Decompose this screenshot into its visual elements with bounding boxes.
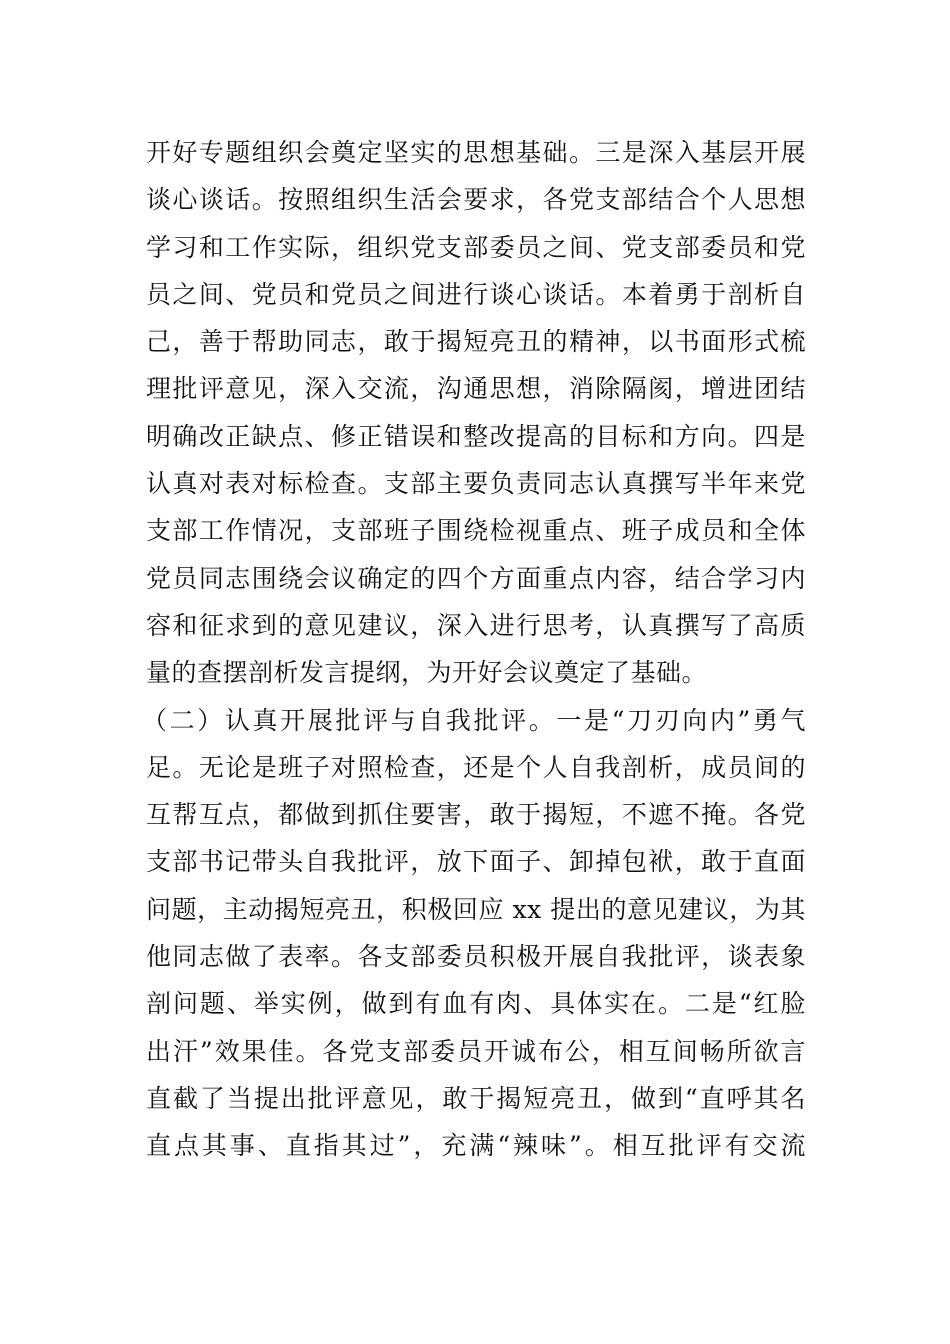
text-line: 党员同志围绕会议确定的四个方面重点内容，结合学习内 <box>146 563 806 593</box>
text-line: 支部工作情况，支部班子围绕检视重点、班子成员和全体 <box>146 516 806 546</box>
text-line: 谈心谈话。按照组织生活会要求，各党支部结合个人思想 <box>146 185 806 215</box>
text-line: 问题，主动揭短亮丑，积极回应 xx 提出的意见建议，为其 <box>146 894 806 924</box>
text-line: 剖问题、举实例，做到有血有肉、具体实在。二是“红脸 <box>146 989 806 1019</box>
text-line: 明确改正缺点、修正错误和整改提高的目标和方向。四是 <box>146 421 806 451</box>
text-line: 容和征求到的意见建议，深入进行思考，认真撰写了高质 <box>146 610 806 640</box>
text-line: 认真对表对标检查。支部主要负责同志认真撰写半年来党 <box>146 469 806 499</box>
text-line: 支部书记带头自我批评，放下面子、卸掉包袱，敢于直面 <box>146 847 806 877</box>
paragraph-2 <box>142 697 806 1170</box>
paragraph-1 <box>146 129 806 697</box>
document-body <box>142 129 806 1170</box>
text-line: 量的查摆剖析发言提纲，为开好会议奠定了基础。 <box>146 658 708 688</box>
text-line: 直截了当提出批评意见，敢于揭短亮丑，做到“直呼其名 <box>146 1083 806 1113</box>
text-line: 他同志做了表率。各支部委员积极开展自我批评，谈表象 <box>146 942 806 972</box>
text-line: 理批评意见，深入交流，沟通思想，消除隔阂，增进团结 <box>146 374 806 404</box>
text-line: 员之间、党员和党员之间进行谈心谈话。本着勇于剖析自 <box>146 279 806 309</box>
section-heading-line: （二）认真开展批评与自我批评。一是“刀刃向内”勇气 <box>142 705 806 735</box>
text-line: 开好专题组织会奠定坚实的思想基础。三是深入基层开展 <box>146 138 806 167</box>
text-line: 足。无论是班子对照检查，还是个人自我剖析，成员间的 <box>146 752 806 782</box>
text-line: 己，善于帮助同志，敢于揭短亮丑的精神，以书面形式梳 <box>146 327 806 357</box>
text-line: 互帮互点，都做到抓住要害，敢于揭短，不遮不掩。各党 <box>146 800 806 830</box>
text-line: 出汗”效果佳。各党支部委员开诚布公，相互间畅所欲言 <box>146 1036 806 1066</box>
text-line: 直点其事、直指其过”，充满“辣味”。相互批评有交流 <box>146 1131 806 1161</box>
text-line: 学习和工作实际，组织党支部委员之间、党支部委员和党 <box>146 232 806 262</box>
